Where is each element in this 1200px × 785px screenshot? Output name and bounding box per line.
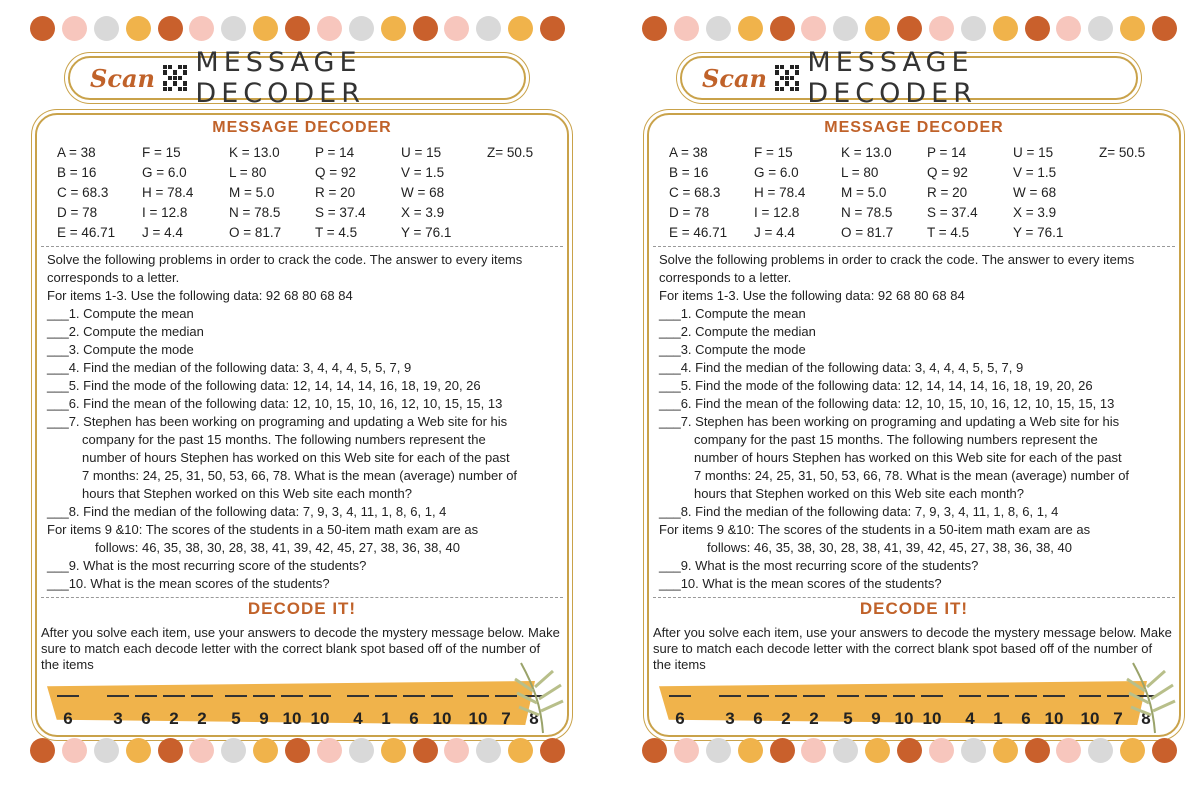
blank-number: 7 [1113, 709, 1123, 728]
blank-number: 5 [231, 709, 241, 728]
key-column [315, 143, 366, 243]
decorative-dot [221, 738, 246, 763]
blank-number: 6 [753, 709, 763, 728]
decode-word [837, 689, 943, 729]
key-entry: P = 14 [315, 145, 355, 160]
blank-number: 2 [169, 709, 179, 728]
key-entry: M = 5.0 [229, 185, 275, 200]
title-banner [68, 47, 526, 109]
key-entry: Z= 50.5 [487, 145, 534, 160]
problem-text: hours that Stephen worked on this Web site each month? [694, 486, 1025, 501]
dashed-divider [653, 246, 1175, 247]
decode-word [959, 689, 1065, 729]
problem-text: ___4. Find the median of the following data: 3, 4, 4, 4, 5, 5, 7, 9 [659, 360, 1024, 375]
key-entry: R = 20 [927, 185, 968, 200]
key-entry: H = 78.4 [754, 185, 806, 200]
decorative-dot [317, 16, 342, 41]
decode-blank [135, 689, 157, 729]
decorative-dot [1088, 738, 1113, 763]
problem-text: ___2. Compute the median [659, 324, 816, 339]
decode-blank [893, 689, 915, 729]
problem-text: ___7. Stephen has been working on programing and updating a Web site for his [659, 414, 1120, 429]
problem-text: For items 1-3. Use the following data: 92 68 80 68 84 [659, 288, 965, 303]
decode-blank [57, 689, 79, 729]
decorative-dot [94, 738, 119, 763]
problem-text: number of hours Stephen has worked on this Web site for each of the past [82, 450, 510, 465]
qr-code-icon [775, 65, 799, 91]
decorative-dot [993, 738, 1018, 763]
decode-blank [719, 689, 741, 729]
decorative-dot [540, 16, 565, 41]
key-entry: D = 78 [669, 205, 710, 220]
problem-text: Solve the following problems in order to crack the code. The answer to every items corresponds to a letter. [47, 252, 523, 285]
problem-text: 7 months: 24, 25, 31, 50, 53, 66, 78. What is the mean (average) number of [82, 468, 518, 483]
bottom-dot-row [30, 738, 565, 768]
key-entry: P = 14 [927, 145, 967, 160]
dashed-divider [41, 246, 563, 247]
decorative-dot [317, 738, 342, 763]
decode-heading: DECODE IT! [859, 599, 969, 618]
key-entry: E = 46.71 [57, 225, 116, 240]
decorative-dot [444, 738, 469, 763]
decorative-dot [738, 738, 763, 763]
problem-text: ___9. What is the most recurring score of the students? [659, 558, 979, 573]
problem-text: ___5. Find the mode of the following data: 12, 14, 14, 14, 16, 18, 19, 20, 26 [659, 378, 1093, 393]
leaf-icon [1125, 655, 1181, 735]
blank-number: 4 [965, 709, 975, 728]
banner-title: MESSAGE DECODER [195, 47, 365, 109]
key-column [841, 143, 893, 243]
decorative-dot [476, 16, 501, 41]
decorative-dot [285, 738, 310, 763]
decode-heading: DECODE IT! [247, 599, 357, 618]
decorative-dot [801, 16, 826, 41]
problem-text: ___2. Compute the median [47, 324, 204, 339]
qr-code-icon [163, 65, 187, 91]
decorative-dot [476, 738, 501, 763]
dashed-divider [41, 597, 563, 598]
scan-label: Scan [702, 63, 767, 93]
blank-number: 1 [993, 709, 1003, 728]
blank-number: 6 [675, 709, 685, 728]
key-entry: L = 80 [841, 165, 879, 180]
key-entry: F = 15 [142, 145, 181, 160]
bottom-dot-row [642, 738, 1177, 768]
decode-blank [467, 689, 489, 729]
decode-blank [921, 689, 943, 729]
key-entry: C = 68.3 [57, 185, 109, 200]
key-entry: M = 5.0 [841, 185, 887, 200]
banner-title: MESSAGE DECODER [807, 47, 977, 109]
problem-text: ___5. Find the mode of the following data: 12, 14, 14, 14, 16, 18, 19, 20, 26 [47, 378, 481, 393]
decode-blank [107, 689, 129, 729]
decorative-dot [929, 738, 954, 763]
decorative-dot [126, 738, 151, 763]
blank-number: 10 [282, 709, 302, 728]
problem-text: ___1. Compute the mean [659, 306, 806, 321]
key-entry: T = 4.5 [927, 225, 970, 240]
problem-text: ___10. What is the mean scores of the students? [47, 576, 330, 591]
decorative-dot [993, 16, 1018, 41]
decorative-dot [897, 16, 922, 41]
key-column [57, 143, 115, 243]
decorative-dot [770, 738, 795, 763]
key-column [927, 143, 978, 243]
key-entry: S = 37.4 [927, 205, 978, 220]
worksheet-right [620, 0, 1195, 785]
decorative-dot [62, 16, 87, 41]
decorative-dot [1152, 738, 1177, 763]
worksheet-card [35, 113, 569, 737]
decorative-dot [285, 16, 310, 41]
problem-text: For items 1-3. Use the following data: 92 68 80 68 84 [47, 288, 353, 303]
blank-number: 10 [1080, 709, 1100, 728]
problem-text: ___8. Find the median of the following data: 7, 9, 3, 4, 11, 1, 8, 6, 1, 4 [659, 504, 1059, 519]
key-entry: J = 4.4 [754, 225, 795, 240]
decode-blank [775, 689, 797, 729]
blank-number: 8 [529, 709, 539, 728]
card-heading: MESSAGE DECODER [212, 119, 392, 136]
key-column [487, 143, 533, 163]
key-entry: K = 13.0 [229, 145, 280, 160]
decorative-dot [221, 16, 246, 41]
blank-number: 10 [310, 709, 330, 728]
decorative-dot [642, 16, 667, 41]
key-entry: T = 4.5 [315, 225, 358, 240]
decorative-dot [126, 16, 151, 41]
key-entry: W = 68 [1013, 185, 1057, 200]
key-column [229, 143, 281, 243]
decode-blank [803, 689, 825, 729]
key-entry: K = 13.0 [841, 145, 892, 160]
decorative-dot [349, 16, 374, 41]
decode-instructions: After you solve each item, use your answers to decode the mystery message below. Make sure to match each decode letter with the correct blank spot based off of the number of the items [41, 625, 560, 672]
decode-blank [347, 689, 369, 729]
decorative-dot [801, 738, 826, 763]
blank-number: 2 [781, 709, 791, 728]
decorative-dot [929, 16, 954, 41]
decorative-dot [1088, 16, 1113, 41]
decorative-dot [1025, 738, 1050, 763]
decorative-dot [642, 738, 667, 763]
decorative-dot [1120, 16, 1145, 41]
key-entry: Q = 92 [927, 165, 968, 180]
decorative-dot [1056, 16, 1081, 41]
key-entry: U = 15 [401, 145, 442, 160]
decorative-dot [158, 738, 183, 763]
decorative-dot [706, 738, 731, 763]
key-entry: I = 12.8 [142, 205, 188, 220]
key-column [669, 143, 727, 243]
key-entry: O = 81.7 [229, 225, 282, 240]
key-entry: B = 16 [57, 165, 97, 180]
key-entry: F = 15 [754, 145, 793, 160]
decorative-dot [189, 16, 214, 41]
decorative-dot [189, 738, 214, 763]
dashed-divider [653, 597, 1175, 598]
decode-word [669, 689, 691, 729]
decorative-dot [1025, 16, 1050, 41]
decode-word [719, 689, 825, 729]
decorative-dot [738, 16, 763, 41]
problem-text: For items 9 &10: The scores of the students in a 50-item math exam are as [659, 522, 1091, 537]
key-entry: Y = 76.1 [401, 225, 452, 240]
problem-text: follows: 46, 35, 38, 30, 28, 38, 41, 39, 42, 45, 27, 38, 36, 38, 40 [95, 540, 460, 555]
decorative-dot [833, 16, 858, 41]
problem-text: ___7. Stephen has been working on programing and updating a Web site for his [47, 414, 508, 429]
problems [47, 251, 559, 593]
blank-number: 6 [409, 709, 419, 728]
key-entry: X = 3.9 [401, 205, 445, 220]
problem-text: hours that Stephen worked on this Web site each month? [82, 486, 413, 501]
decorative-dot [94, 16, 119, 41]
key-entry: V = 1.5 [401, 165, 445, 180]
decorative-dot [30, 16, 55, 41]
key-entry: Z= 50.5 [1099, 145, 1146, 160]
problem-text: ___6. Find the mean of the following data: 12, 10, 15, 10, 16, 12, 10, 15, 15, 13 [47, 396, 503, 411]
decode-blank [281, 689, 303, 729]
decode-blank [837, 689, 859, 729]
problem-text: 7 months: 24, 25, 31, 50, 53, 66, 78. What is the mean (average) number of [694, 468, 1130, 483]
problem-text: ___6. Find the mean of the following data: 12, 10, 15, 10, 16, 12, 10, 15, 15, 13 [659, 396, 1115, 411]
title-banner [680, 47, 1138, 109]
decorative-dot [897, 738, 922, 763]
blank-number: 9 [871, 709, 881, 728]
scan-label: Scan [90, 63, 155, 93]
decorative-dot [158, 16, 183, 41]
decode-blank [403, 689, 425, 729]
key-entry: J = 4.4 [142, 225, 183, 240]
blank-number: 10 [432, 709, 452, 728]
top-dot-row [30, 16, 565, 46]
blank-number: 2 [197, 709, 207, 728]
top-dot-row [642, 16, 1177, 46]
decorative-dot [62, 738, 87, 763]
decode-blank [959, 689, 981, 729]
key-entry: O = 81.7 [841, 225, 894, 240]
key-entry: D = 78 [57, 205, 98, 220]
decode-blanks [659, 689, 1151, 729]
decorative-dot [381, 738, 406, 763]
decorative-dot [1120, 738, 1145, 763]
decorative-dot [508, 738, 533, 763]
blank-number: 3 [725, 709, 735, 728]
blank-number: 1 [381, 709, 391, 728]
decode-blank [1015, 689, 1037, 729]
decode-blank [309, 689, 331, 729]
decode-blank [1079, 689, 1101, 729]
decode-blank [669, 689, 691, 729]
blank-number: 6 [1021, 709, 1031, 728]
key-entry: L = 80 [229, 165, 267, 180]
key-column [1099, 143, 1145, 163]
key-column [142, 143, 193, 243]
decorative-dot [253, 738, 278, 763]
leaf-icon [513, 655, 569, 735]
blank-number: 5 [843, 709, 853, 728]
decode-word [225, 689, 331, 729]
key-entry: E = 46.71 [669, 225, 728, 240]
key-column [754, 143, 805, 243]
decorative-dot [444, 16, 469, 41]
key-entry: V = 1.5 [1013, 165, 1057, 180]
problem-text: For items 9 &10: The scores of the students in a 50-item math exam are as [47, 522, 479, 537]
problem-text: company for the past 15 months. The following numbers represent the [694, 432, 1098, 447]
decode-blank [1043, 689, 1065, 729]
blank-number: 2 [809, 709, 819, 728]
problem-text: follows: 46, 35, 38, 30, 28, 38, 41, 39, 42, 45, 27, 38, 36, 38, 40 [707, 540, 1072, 555]
key-entry: H = 78.4 [142, 185, 194, 200]
decode-word [107, 689, 213, 729]
problem-text: company for the past 15 months. The following numbers represent the [82, 432, 486, 447]
problem-text: ___1. Compute the mean [47, 306, 194, 321]
problem-text: ___8. Find the median of the following data: 7, 9, 3, 4, 11, 1, 8, 6, 1, 4 [47, 504, 447, 519]
worksheet-card [647, 113, 1181, 737]
decorative-dot [833, 738, 858, 763]
decorative-dot [413, 738, 438, 763]
problem-text: ___4. Find the median of the following data: 3, 4, 4, 4, 5, 5, 7, 9 [47, 360, 412, 375]
key-entry: S = 37.4 [315, 205, 366, 220]
decode-blank [163, 689, 185, 729]
decode-blank [375, 689, 397, 729]
blank-number: 10 [922, 709, 942, 728]
decorative-dot [1056, 738, 1081, 763]
decode-word [347, 689, 453, 729]
problems [659, 251, 1171, 593]
key-entry: R = 20 [315, 185, 356, 200]
decorative-dot [381, 16, 406, 41]
decorative-dot [253, 16, 278, 41]
blank-number: 3 [113, 709, 123, 728]
decode-blank [253, 689, 275, 729]
key-entry: W = 68 [401, 185, 445, 200]
key-entry: N = 78.5 [229, 205, 281, 220]
decorative-dot [413, 16, 438, 41]
decode-instructions: After you solve each item, use your answers to decode the mystery message below. Make sure to match each decode letter with the correct blank spot based off of the number of the items [653, 625, 1172, 672]
decorative-dot [540, 738, 565, 763]
problem-text: ___3. Compute the mode [659, 342, 806, 357]
problem-text: number of hours Stephen has worked on this Web site for each of the past [694, 450, 1122, 465]
worksheet-left [8, 0, 583, 785]
decode-word [57, 689, 79, 729]
key-entry: X = 3.9 [1013, 205, 1057, 220]
blank-number: 10 [468, 709, 488, 728]
key-entry: Y = 76.1 [1013, 225, 1064, 240]
blank-number: 10 [894, 709, 914, 728]
problem-text: ___3. Compute the mode [47, 342, 194, 357]
decorative-dot [674, 16, 699, 41]
key-entry: A = 38 [669, 145, 708, 160]
blank-number: 6 [141, 709, 151, 728]
blank-number: 8 [1141, 709, 1151, 728]
decorative-dot [961, 16, 986, 41]
decorative-dot [1152, 16, 1177, 41]
decorative-dot [865, 738, 890, 763]
key-entry: G = 6.0 [754, 165, 799, 180]
key-entry: Q = 92 [315, 165, 356, 180]
problem-text: Solve the following problems in order to crack the code. The answer to every items corresponds to a letter. [659, 252, 1135, 285]
decorative-dot [349, 738, 374, 763]
key-entry: G = 6.0 [142, 165, 187, 180]
blank-number: 6 [63, 709, 73, 728]
decode-blank [747, 689, 769, 729]
key-entry: C = 68.3 [669, 185, 721, 200]
decode-blank [865, 689, 887, 729]
problem-text: ___9. What is the most recurring score of the students? [47, 558, 367, 573]
decode-blanks [47, 689, 539, 729]
card-heading: MESSAGE DECODER [824, 119, 1004, 136]
decorative-dot [508, 16, 533, 41]
decode-blank [431, 689, 453, 729]
blank-number: 4 [353, 709, 363, 728]
key-entry: U = 15 [1013, 145, 1054, 160]
key-entry: B = 16 [669, 165, 709, 180]
blank-number: 7 [501, 709, 511, 728]
decorative-dot [706, 16, 731, 41]
key-entry: N = 78.5 [841, 205, 893, 220]
decorative-dot [30, 738, 55, 763]
key-column [1013, 143, 1063, 243]
decode-blank [987, 689, 1009, 729]
decorative-dot [961, 738, 986, 763]
decorative-dot [770, 16, 795, 41]
blank-number: 10 [1044, 709, 1064, 728]
key-entry: I = 12.8 [754, 205, 800, 220]
decorative-dot [674, 738, 699, 763]
decode-blank [225, 689, 247, 729]
decode-blank [191, 689, 213, 729]
decorative-dot [865, 16, 890, 41]
problem-text: ___10. What is the mean scores of the students? [659, 576, 942, 591]
blank-number: 9 [259, 709, 269, 728]
key-column [401, 143, 451, 243]
key-entry: A = 38 [57, 145, 96, 160]
